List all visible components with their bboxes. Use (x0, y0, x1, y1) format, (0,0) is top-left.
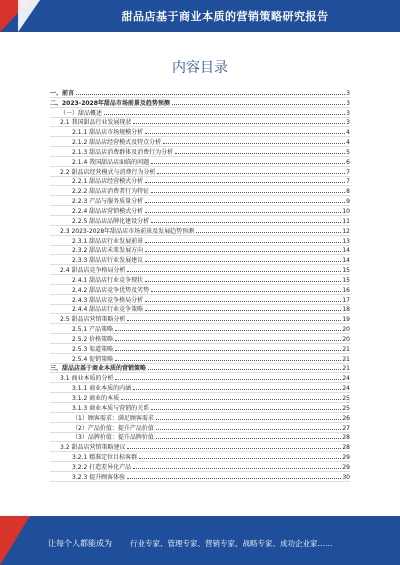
toc-leader-dots (156, 438, 342, 439)
toc-entry[interactable] (50, 108, 350, 118)
toc-leader-dots (196, 232, 341, 233)
toc-entry-title: 2.5.1 产品策略 (72, 326, 114, 334)
toc-entry[interactable] (50, 167, 350, 177)
toc-leader-dots (145, 182, 345, 183)
toc-entry-page: 20 (342, 335, 350, 343)
toc-entry-page: 6 (346, 158, 350, 166)
toc-leader-dots (104, 114, 345, 115)
toc-entry[interactable] (50, 324, 350, 334)
toc-entry[interactable] (50, 344, 350, 354)
toc-leader-dots (157, 173, 345, 174)
toc-leader-dots (145, 202, 345, 203)
toc-entry-title: 2.4.4 甜品店行业竞争策略 (72, 306, 144, 314)
toc-leader-dots (76, 94, 345, 95)
toc-entry-page: 13 (342, 237, 350, 245)
toc-entry-title: （一）甜品概述 (60, 109, 103, 117)
toc-entry-page: 21 (342, 345, 350, 353)
toc-entry-page: 29 (342, 454, 350, 462)
toc-leader-dots (156, 429, 342, 430)
toc-entry[interactable] (50, 255, 350, 265)
toc-leader-dots (115, 330, 341, 331)
toc-entry-title: 2.1 我国甜品行业发展现状 (60, 119, 132, 127)
toc-entry-title: （2）产品价值：提升产品价值 (72, 424, 154, 432)
toc-entry-page: 8 (346, 188, 350, 196)
banner-white-accent (18, 0, 40, 32)
toc-entry-page: 3 (346, 109, 350, 117)
toc-entry-title: 2.5.3 渠道策略 (72, 345, 114, 353)
toc-entry-page: 21 (342, 365, 350, 373)
toc-entry-page: 29 (342, 463, 350, 471)
toc-leader-dots (127, 320, 341, 321)
toc-entry-title: 2.2.2 甜品店消费者行为特征 (72, 188, 150, 196)
toc-leader-dots (121, 399, 341, 400)
toc-entry-title: 2.3.2 甜品店未来发展方向 (72, 247, 144, 255)
toc-entry-page: 19 (342, 316, 350, 324)
toc-entry[interactable] (50, 285, 350, 295)
toc-leader-dots (151, 291, 341, 292)
toc-entry-page: 17 (342, 296, 350, 304)
toc-entry-title: 2.1.4 我国甜品店面临的问题 (72, 158, 150, 166)
toc-leader-dots (127, 448, 341, 449)
toc-entry-title: 2.4 甜品店竞争格局分析 (60, 267, 126, 275)
toc-entry[interactable] (50, 226, 350, 236)
toc-entry-title: 3.2.1 精准定位目标客群 (72, 454, 138, 462)
toc-entry[interactable] (50, 196, 350, 206)
toc-entry-page: 3 (346, 99, 350, 107)
toc-leader-dots (148, 369, 341, 370)
toc-entry-page: 15 (342, 267, 350, 275)
toc-entry[interactable] (50, 147, 350, 157)
toc-leader-dots (145, 281, 341, 282)
toc-entry-title: 一、前言 (50, 89, 75, 97)
toc-leader-dots (139, 458, 341, 459)
toc-entry[interactable] (50, 177, 350, 187)
toc-entry[interactable] (50, 314, 350, 324)
toc-entry-title: 2.5 甜品店营销策略分析 (60, 316, 126, 324)
table-of-contents (50, 88, 350, 482)
toc-entry-title: 2.1.1 甜品店市场规模分析 (72, 129, 144, 137)
toc-entry-title: 三、甜品店基于商业本质的营销策略 (50, 365, 147, 373)
toc-entry-page: 9 (346, 198, 350, 206)
toc-entry-page: 14 (342, 257, 350, 265)
toc-leader-dots (145, 301, 341, 302)
toc-entry[interactable] (50, 88, 350, 98)
toc-entry-page: 27 (342, 424, 350, 432)
toc-entry[interactable] (50, 403, 350, 413)
toc-leader-dots (133, 123, 345, 124)
toc-entry-page: 30 (342, 473, 350, 481)
toc-entry-page: 14 (342, 247, 350, 255)
toc-entry-title: 3.1 商业本质的分析 (60, 375, 114, 383)
toc-leader-dots (145, 251, 341, 252)
toc-entry-title: 3.2 甜品店营销策略建议 (60, 444, 126, 452)
toc-leader-dots (127, 478, 341, 479)
toc-leader-dots (127, 271, 341, 272)
toc-entry-title: 3.2.2 打造差异化产品 (72, 463, 132, 471)
toc-entry-page: 15 (342, 276, 350, 284)
toc-entry[interactable] (50, 413, 350, 423)
toc-leader-dots (115, 350, 341, 351)
toc-entry-title: 二、2023-2028年甜品市场前景及趋势预测 (50, 99, 170, 107)
toc-entry[interactable] (50, 452, 350, 462)
toc-entry-title: 2.1.3 甜品店消费群体及消费行为分析 (72, 148, 174, 156)
toc-entry-title: 2.2 甜品店经营模式与消费行为分析 (60, 168, 156, 176)
toc-entry[interactable] (50, 186, 350, 196)
toc-entry-page: 18 (342, 306, 350, 314)
toc-entry-page: 25 (342, 404, 350, 412)
toc-entry-page: 12 (342, 227, 350, 235)
toc-entry[interactable] (50, 295, 350, 305)
toc-entry-title: 2.3 2023-2028年甜品店市场前景及发展趋势预测 (60, 227, 195, 235)
toc-entry-title: 2.2.5 甜品店品牌化建设分析 (72, 217, 150, 225)
toc-entry-title: 2.2.1 甜品店经营模式分析 (72, 178, 144, 186)
toc-entry-title: 3.1.3 商业本质与营销的关系 (72, 404, 150, 412)
toc-leader-dots (151, 163, 345, 164)
toc-entry[interactable] (50, 354, 350, 364)
toc-entry-page: 28 (342, 434, 350, 442)
toc-entry[interactable] (50, 118, 350, 128)
toc-leader-dots (145, 261, 341, 262)
toc-entry-title: 3.1.1 商业本质的内涵 (72, 385, 132, 393)
toc-entry-title: 3.1.2 商业的本质 (72, 395, 120, 402)
toc-entry[interactable] (50, 206, 350, 216)
toc-leader-dots (175, 153, 345, 154)
toc-entry-title: 2.4.3 甜品店竞争格局分析 (72, 296, 144, 304)
toc-entry-page: 16 (342, 286, 350, 294)
toc-entry-page: 21 (342, 355, 350, 363)
footer-slogan-rest: 行业专家、管理专家、营销专家、战略专家、成功企业家…… (130, 539, 333, 548)
toc-entry[interactable] (50, 216, 350, 226)
toc-entry-title: （1）顾客需求：满足顾客需求 (72, 414, 154, 422)
toc-entry-title: 2.1.2 甜品店经营模式及特点分析 (72, 139, 162, 147)
toc-leader-dots (115, 360, 341, 361)
footer-red-accent (0, 516, 30, 565)
toc-entry[interactable] (50, 433, 350, 443)
toc-entry[interactable] (50, 383, 350, 393)
toc-entry[interactable] (50, 157, 350, 167)
header-banner (0, 0, 400, 32)
toc-entry[interactable] (50, 127, 350, 137)
toc-entry-page: 11 (342, 217, 350, 225)
toc-entry-page: 3 (346, 119, 350, 127)
toc-entry-title: 2.5.2 价格策略 (72, 335, 114, 343)
footer-slogan-lead: 让每个人都能成为 (48, 539, 112, 548)
toc-entry-page: 20 (342, 326, 350, 334)
toc-entry[interactable] (50, 305, 350, 315)
toc-entry[interactable] (50, 442, 350, 452)
toc-leader-dots (145, 212, 341, 213)
toc-leader-dots (172, 104, 345, 105)
toc-entry[interactable] (50, 462, 350, 472)
toc-entry[interactable] (50, 393, 350, 403)
toc-leader-dots (115, 340, 341, 341)
toc-entry-page: 24 (342, 385, 350, 393)
toc-entry[interactable] (50, 98, 350, 108)
toc-entry-title: 3.2.3 提升顾客体验 (72, 473, 126, 481)
toc-entry-title: 2.5.4 促销策略 (72, 355, 114, 363)
toc-entry-page: 4 (346, 139, 350, 147)
toc-entry-page: 24 (342, 375, 350, 383)
toc-leader-dots (151, 192, 345, 193)
toc-entry-page: 7 (346, 168, 350, 176)
toc-leader-dots (145, 310, 341, 311)
document-title: 甜品店基于商业本质的营销策略研究报告 (121, 10, 329, 23)
toc-leader-dots (115, 379, 341, 380)
toc-entry-page: 10 (342, 207, 350, 215)
toc-entry-title: 2.2.3 产品与服务质量分析 (72, 198, 144, 206)
toc-entry-page: 26 (342, 414, 350, 422)
toc-entry-page: 28 (342, 444, 350, 452)
toc-entry-title: 2.2.4 甜品店营销模式分析 (72, 207, 144, 215)
toc-entry[interactable] (50, 137, 350, 147)
toc-entry[interactable] (50, 472, 350, 482)
toc-entry-page: 3 (346, 89, 350, 97)
toc-leader-dots (156, 419, 342, 420)
toc-leader-dots (133, 389, 341, 390)
toc-leader-dots (151, 409, 341, 410)
toc-entry-title: （3）品牌价值：提升品牌价值 (72, 434, 154, 442)
toc-leader-dots (145, 133, 345, 134)
toc-leader-dots (163, 143, 345, 144)
toc-entry-page: 7 (346, 178, 350, 186)
toc-entry-page: 25 (342, 395, 350, 402)
toc-entry-title: 2.3.1 甜品店行业发展前景 (72, 237, 144, 245)
toc-leader-dots (151, 222, 341, 223)
toc-leader-dots (145, 242, 341, 243)
toc-entry[interactable] (50, 265, 350, 275)
toc-entry[interactable] (50, 373, 350, 383)
toc-entry-title: 2.3.3 甜品店行业发展建议 (72, 257, 144, 265)
toc-leader-dots (133, 468, 341, 469)
toc-entry-title: 2.4.2 甜品店竞争优势及劣势 (72, 286, 150, 294)
toc-entry[interactable] (50, 423, 350, 433)
toc-entry-page: 4 (346, 129, 350, 137)
toc-entry[interactable] (50, 334, 350, 344)
footer-slogan (48, 538, 333, 549)
toc-heading: 内容目录 (172, 60, 228, 76)
toc-entry[interactable] (50, 246, 350, 256)
toc-entry-title: 2.4.1 甜品店行业竞争现状 (72, 276, 144, 284)
footer-banner (0, 516, 400, 565)
toc-entry[interactable] (50, 275, 350, 285)
toc-entry-page: 5 (346, 148, 350, 156)
toc-entry[interactable] (50, 236, 350, 246)
toc-entry[interactable] (50, 364, 350, 374)
